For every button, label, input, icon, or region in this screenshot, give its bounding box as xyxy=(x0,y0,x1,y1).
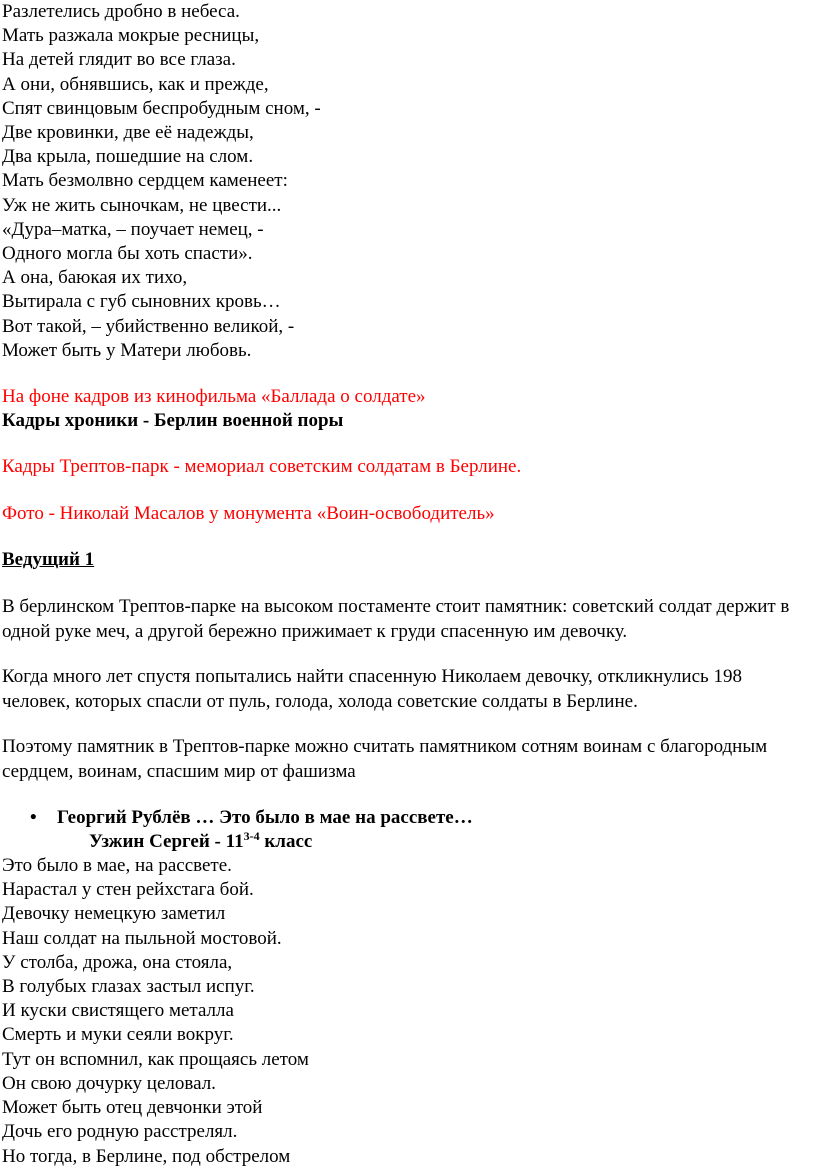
poem-line: Мать разжала мокрые ресницы, xyxy=(2,25,260,47)
poem-line: Вытирала с губ сыновних кровь… xyxy=(2,291,281,313)
poem-line: На детей глядит во все глаза. xyxy=(2,49,236,71)
poem-line: Две кровинки, две её надежды, xyxy=(2,122,254,144)
stage-note-treptow: Кадры Трептов-парк - мемориал советским солдатам в Берлине. xyxy=(2,456,522,478)
poem-line: У столба, дрожа, она стояла, xyxy=(2,951,233,973)
poem-line: Он свою дочурку целовал. xyxy=(2,1072,216,1094)
poem-line: Тут он вспомнил, как прощаясь летом xyxy=(2,1048,309,1070)
poem-stanza-mother xyxy=(2,0,816,363)
performer-name: Узжин Сергей - 11 xyxy=(89,831,244,853)
poem-line: Два крыла, пошедшие на слом. xyxy=(2,146,254,168)
poem-line: Разлетелись дробно в небеса. xyxy=(2,1,240,22)
poem-line: «Дура–матка, – поучает немец, - xyxy=(2,218,264,240)
bullet-icon: • xyxy=(30,807,37,829)
poem-line: А она, баюкая их тихо, xyxy=(2,267,188,289)
stage-note-photo: Фото - Николай Масалов у монумента «Воин-освободитель» xyxy=(2,502,495,524)
performer-grade-superscript: 3-4 xyxy=(243,829,260,844)
stage-note-chronicle: Кадры хроники - Берлин военной поры xyxy=(2,410,344,432)
poem-line: Смерть и муки сеяли вокруг. xyxy=(2,1024,234,1046)
poem-line: Нарастал у стен рейхстага бой. xyxy=(2,879,254,901)
poem-line: В голубых глазах застыл испуг. xyxy=(2,976,255,998)
performer-suffix: класс xyxy=(259,831,313,853)
poem-line: Вот такой, – убийственно великой, - xyxy=(2,315,295,337)
poem-line: Уж не жить сыночкам, не цвести... xyxy=(2,194,282,216)
bullet-text: Георгий Рублёв … Это было в мае на рассвете… xyxy=(57,807,473,829)
paragraph: Когда много лет спустя попытались найти спасенную Николаем девочку, откликнулись 198 человек, которых спасли от пуль, голода, холода советские солдаты в Берлине. xyxy=(2,666,742,713)
poem-line: Но тогда, в Берлине, под обстрелом xyxy=(2,1145,291,1167)
poem-line: И куски свистящего металла xyxy=(2,1000,234,1022)
bullet-item xyxy=(2,806,816,830)
poem-line: Наш солдат на пыльной мостовой. xyxy=(2,927,282,949)
poem-line: Может быть у Матери любовь. xyxy=(2,339,252,361)
paragraph: Поэтому памятник в Трептов-парке можно считать памятником сотням воинам с благородным сердцем, воинам, спасшим мир от фашизма xyxy=(2,736,768,783)
poem-line: А они, обнявшись, как и прежде, xyxy=(2,73,269,95)
host-heading: Ведущий 1 xyxy=(2,548,95,570)
poem-line: Спят свинцовым беспробудным сном, - xyxy=(2,97,321,119)
poem-line: Мать безмолвно сердцем каменеет: xyxy=(2,170,288,192)
paragraph: В берлинском Трептов-парке на высоком постаменте стоит памятник: советский солдат держит в одной руке меч, а другой бережно прижимает к груди спасенную им девочку. xyxy=(2,596,790,643)
performer-line xyxy=(2,830,816,854)
poem-line: Одного могла бы хоть спасти». xyxy=(2,243,253,265)
poem-line: Может быть отец девчонки этой xyxy=(2,1097,263,1119)
poem-line: Девочку немецкую заметил xyxy=(2,903,226,925)
stage-note-film: На фоне кадров из кинофильма «Баллада о солдате» xyxy=(2,386,426,408)
poem-line: Дочь его родную расстрелял. xyxy=(2,1121,238,1143)
poem-stanza-may xyxy=(2,854,816,1169)
poem-line: Это было в мае, на рассвете. xyxy=(2,855,232,877)
